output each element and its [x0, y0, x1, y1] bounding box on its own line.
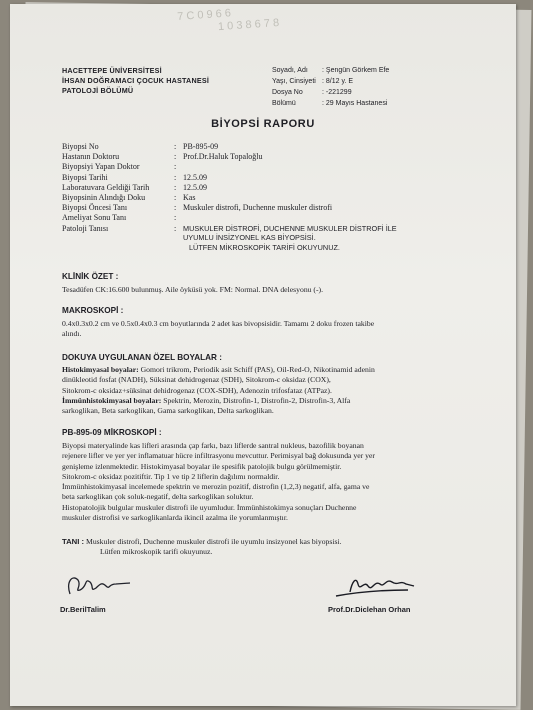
field-row: Hastanın Doktoru : Prof.Dr.Haluk Topaloğlu	[62, 152, 463, 162]
field-value: Muskuler distrofi, Duchenne muskuler distrofi	[183, 203, 333, 213]
text-line: dinükleotid fosfat (NADH), Süksinat dehidrogenaz (SDH), Sitokrom-c oksidaz (COX),	[62, 375, 331, 385]
field-label: Hastanın Doktoru	[62, 152, 120, 162]
field-row: Biyopsi Tarihi : 12.5.09	[62, 173, 463, 183]
pathology-diagnosis-row: Patoloji Tanısı : MUSKULER DİSTROFİ, DUCHENNE MUSKULER DİSTROFİ İLE UYUMLU İNSİZYONEL KAS BİYOPSİSİ. LÜTFEN MİKROSKOPİK TARİFİ OKUYUNUZ.	[62, 224, 463, 253]
signature-name-right: Prof.Dr.Diclehan Orhan	[328, 605, 411, 614]
field-label: Ameliyat Sonu Tanı	[62, 213, 127, 223]
pathology-diagnosis	[183, 224, 463, 253]
hospital-name: İHSAN DOĞRAMACI ÇOCUK HASTANESİ	[62, 76, 210, 85]
institution-header	[62, 66, 209, 96]
department-name: PATOLOJİ BÖLÜMÜ	[62, 86, 134, 95]
patient-value: -221299	[325, 89, 352, 96]
patient-value: 8/12 y. E	[325, 78, 354, 85]
patient-row-age	[272, 76, 389, 87]
field-label: Biyopsinin Alındığı Doku	[62, 193, 146, 203]
field-row: Biyopsinin Alındığı Doku : Kas	[62, 193, 463, 203]
field-value: PB-895-09	[183, 142, 219, 151]
patient-label: Soyadı, Adı	[272, 67, 308, 74]
field-value	[183, 162, 463, 172]
histochemical-label: Histokimyasal boyalar:	[62, 365, 139, 374]
handwritten-signature-icon	[60, 570, 140, 600]
text-line: Lütfen mikroskopik tarifi okuyunuz.	[100, 547, 213, 557]
report-title: BİYOPSİ RAPORU	[211, 118, 315, 130]
colon: :	[322, 78, 324, 85]
field-row: Biyopsi Öncesi Tanı : Muskuler distrofi, Duchenne muskuler distrofi	[62, 203, 463, 213]
text-line: Biyopsi materyalinde kas lifleri arasında çap farkı, bazı liflerde santral nukleus, bazofilik boyanan	[62, 441, 364, 450]
signature-name-left: Dr.BerilTalim	[60, 605, 106, 614]
stamp-line: 1 0 3 8 6 7 8	[217, 16, 280, 34]
field-row: Biyopsiyi Yapan Doktor :	[62, 162, 463, 172]
clinical-summary-heading: KLİNİK ÖZET :	[62, 272, 119, 281]
field-value	[183, 213, 463, 223]
text-line	[62, 396, 462, 406]
patient-label: Dosya No	[272, 89, 303, 96]
field-value: 12.5.09	[183, 172, 207, 182]
text-line: Sitokrom-c oksidaz pozitiftir. Tip 1 ve tip 2 liflerin dağılımı normaldir.	[62, 471, 280, 481]
colon: :	[322, 100, 324, 107]
colon: :	[322, 89, 324, 96]
patient-row-file	[272, 87, 389, 98]
biopsy-fields	[62, 142, 463, 252]
faded-stamp	[177, 4, 379, 51]
text-line: Histopatolojik bulgular muskuler distrofi ile uyumludur. İmmünhistokimya sonuçları Duchenne	[62, 502, 357, 512]
diagnosis-block	[62, 537, 342, 558]
text-line: muskuler distrofisi ve sarkoglikanlarda ikincil azalma ile yorumlanmıştır.	[62, 513, 288, 523]
patient-row-name	[272, 65, 389, 76]
patient-value: 29 Mayıs Hastanesi	[325, 100, 388, 107]
special-stains-heading: DOKUYA UYGULANAN ÖZEL BOYALAR :	[62, 353, 222, 362]
stamp-line: 7 C 0 9 6 6	[176, 7, 232, 23]
macroscopy-text	[62, 319, 462, 340]
patient-value: Şengün Görkem Efe	[325, 67, 390, 74]
field-label: Patoloji Tanısı	[62, 223, 109, 233]
diagnosis-line: UYUMLU İNSİZYONEL KAS BİYOPSİSİ.	[183, 233, 316, 243]
signature-left	[60, 570, 140, 614]
patient-info	[272, 65, 389, 109]
field-value: Kas	[183, 193, 196, 203]
diagnosis-line: MUSKULER DİSTROFİ, DUCHENNE MUSKULER DİSTROFİ İLE	[183, 223, 397, 233]
patient-label: Bölümü	[272, 100, 296, 107]
field-row: Laboratuvara Geldiği Tarih : 12.5.09	[62, 183, 463, 193]
field-value: Prof.Dr.Haluk Topaloğlu	[183, 152, 263, 162]
text-line: beta sarkoglikan çok soluk-negatif, delta sarkoglikan soluktur.	[62, 492, 254, 502]
clinical-summary-text: Tesadüfen CK:16.600 bulunmuş. Aile öyküsü yok. FM: Normal. DNA delesyonu (-).	[62, 285, 324, 294]
text-line: Sitokrom-c oksidaz+süksinat dehidrogenaz (COX-SDH), Adenozin trifosfataz (ATPaz).	[62, 385, 332, 395]
signature-right	[328, 570, 438, 614]
histochemical-stains: Gomori trikrom, Periodik asit Schiff (PAS), Oil-Red-O, Nikotinamid adenin	[140, 365, 375, 374]
microscopy-text	[62, 441, 462, 523]
report-page	[10, 4, 516, 706]
field-row: Ameliyat Sonu Tanı :	[62, 213, 463, 223]
text-line: sarkoglikan, Beta sarkoglikan, Gama sarkoglikan, Delta sarkoglikan.	[62, 406, 274, 416]
text-line: genişleme izlenmektedir. Histokimyasal boyalar ile spesifik patolojik bulgu görülmemiştir.	[62, 461, 342, 471]
patient-label: Yaşı, Cinsiyeti	[272, 78, 316, 85]
colon: :	[322, 67, 324, 74]
text-line: 0.4x0.3x0.2 cm ve 0.5x0.4x0.3 cm boyutlarında 2 adet kas bivopsisidir. Tamamı 2 doku frozen takibe	[62, 319, 375, 328]
handwritten-signature-icon	[328, 570, 438, 600]
field-label: Laboratuvara Geldiği Tarih	[62, 182, 150, 192]
field-label: Biyopsiyi Yapan Doktor	[62, 162, 140, 172]
diagnosis-text: Muskuler distrofi, Duchenne muskuler distrofi ile uyumlu insizyonel kas biyopsisi.	[85, 537, 342, 546]
field-label: Biyopsi Tarihi	[62, 172, 108, 182]
diagnosis-line: LÜTFEN MİKROSKOPİK TARİFİ OKUYUNUZ.	[189, 242, 340, 252]
text-line: rejenere lifler ve yer yer inflamatuar hücre infiltrasyonu mevcuttur. Perimisyal bağ dokusunda yer yer	[62, 451, 375, 461]
macroscopy-heading: MAKROSKOPİ :	[62, 306, 124, 315]
text-line: İmmünhistokimyasal incelemede spektrin ve merozin pozitif, distrofin (1,2,3) negatif, alfa, gama ve	[62, 482, 370, 492]
microscopy-heading: PB-895-09 MİKROSKOPİ :	[62, 428, 162, 437]
text-line	[62, 537, 342, 547]
immunohistochemical-stains: Spektrin, Merozin, Distrofin-1, Distrofin-2, Distrofin-3, Alfa	[163, 395, 351, 405]
field-label: Biyopsi Öncesi Tanı	[62, 203, 128, 213]
university-name: HACETTEPE ÜNİVERSİTESİ	[62, 66, 162, 75]
text-line	[62, 365, 462, 375]
field-label: Biyopsi No	[62, 142, 99, 151]
patient-row-dept	[272, 98, 389, 109]
special-stains-text	[62, 365, 462, 416]
diagnosis-label: TANI :	[62, 537, 85, 546]
immunohistochemical-label: İmmünhistokimyasal boyalar:	[62, 395, 162, 405]
field-value: 12.5.09	[183, 182, 207, 192]
field-row: Biyopsi No : PB-895-09	[62, 142, 463, 152]
text-line: alındı.	[62, 329, 82, 339]
